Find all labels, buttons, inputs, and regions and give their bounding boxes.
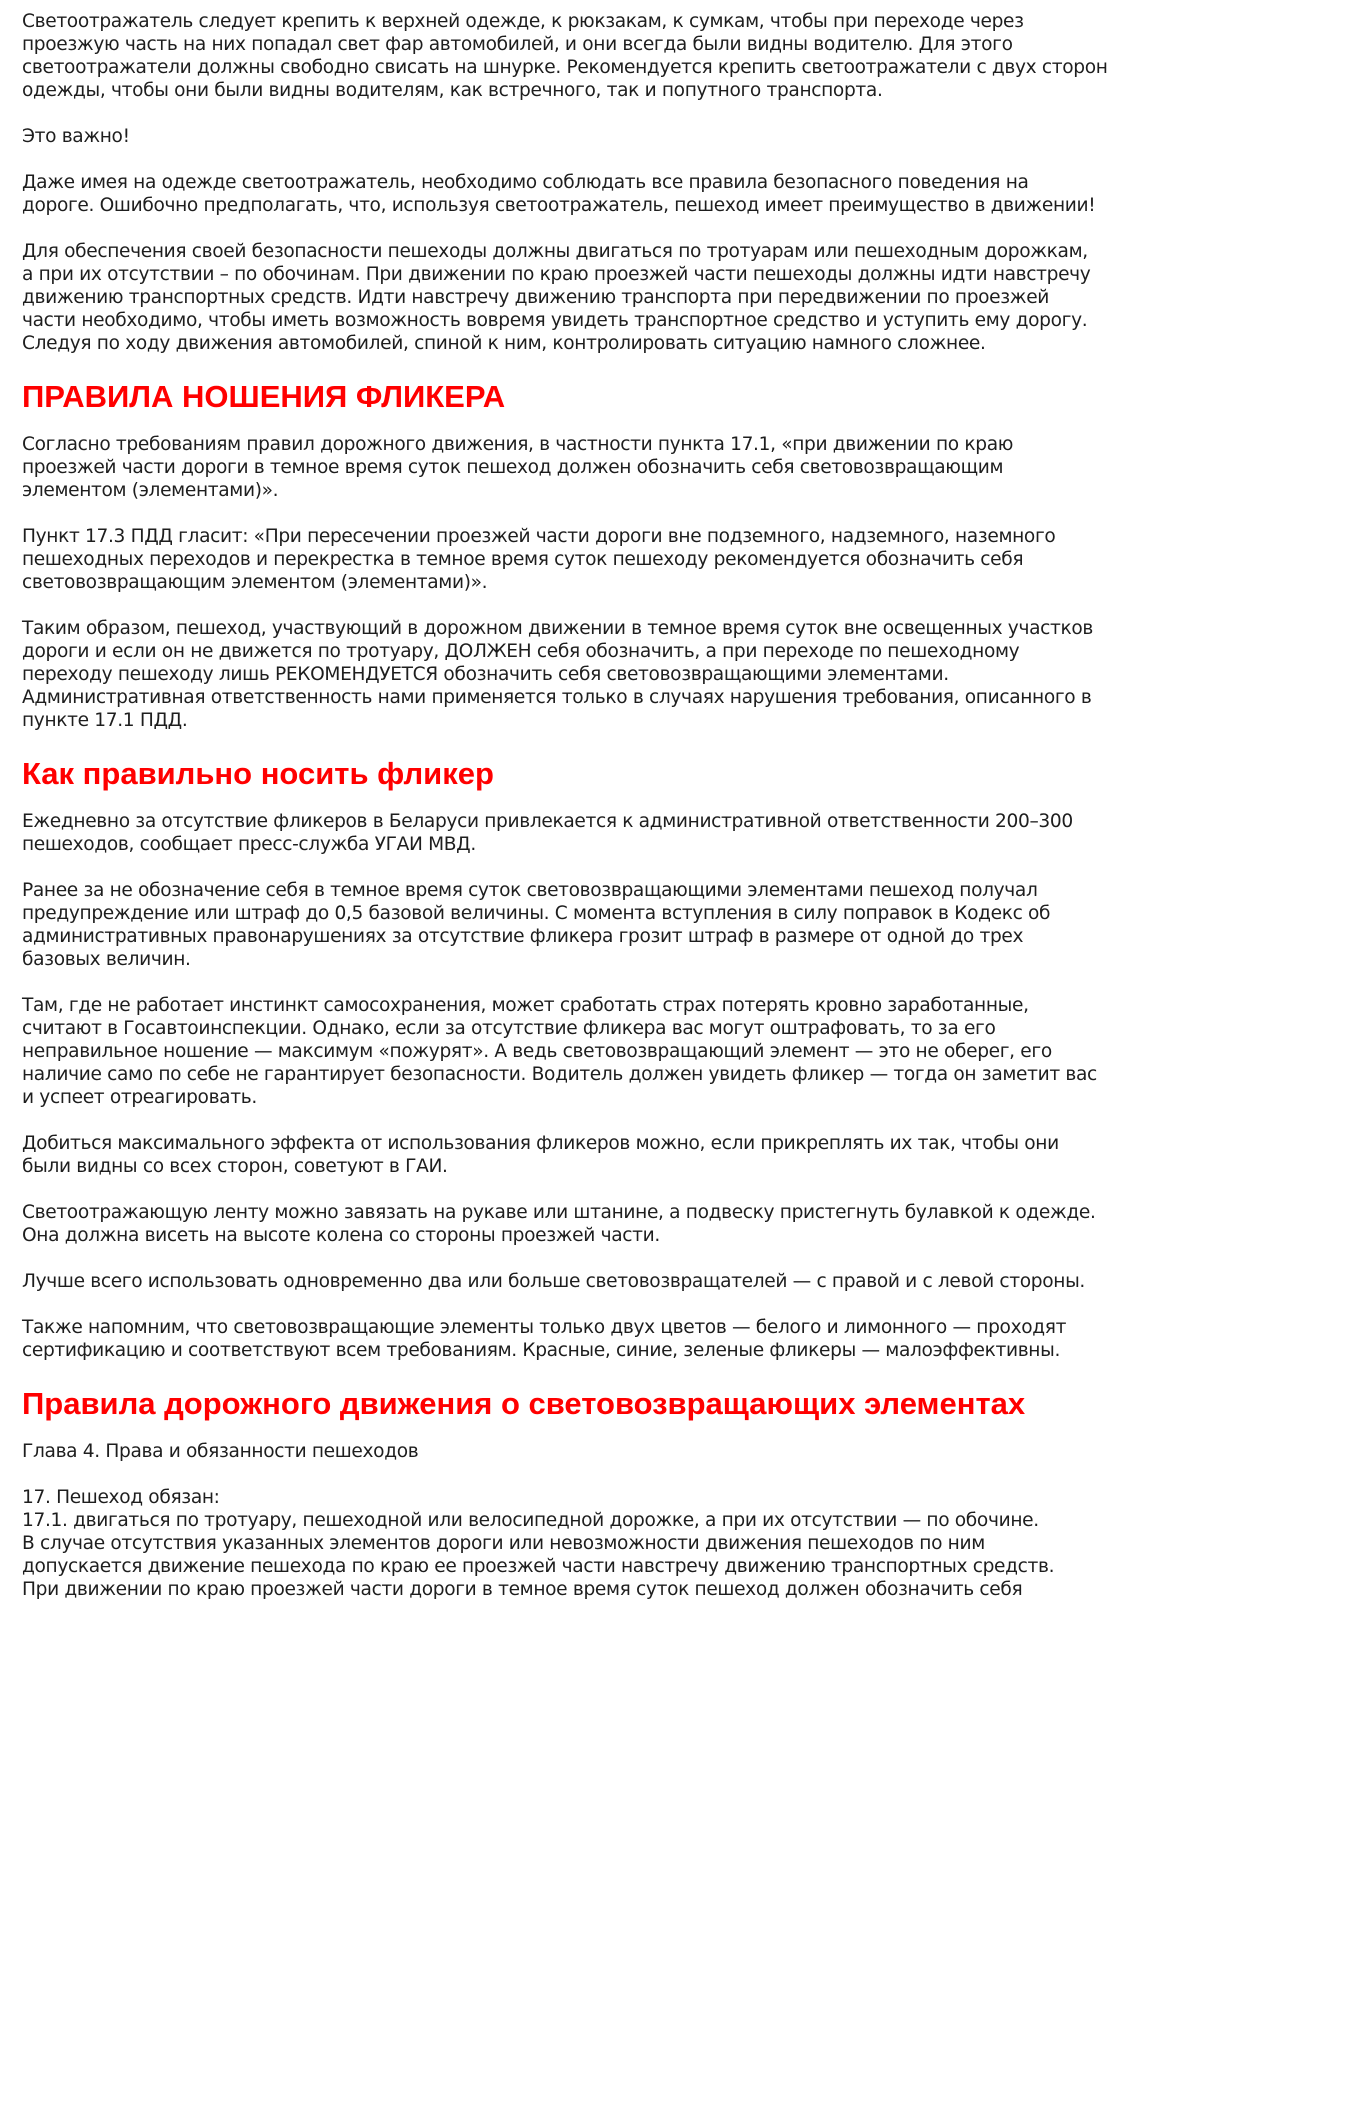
text-line: 17. Пешеход обязан: [22,1487,220,1508]
text-line: Таким образом, пешеход, участвующий в дорожном движении в темное время суток вне освещенных участков [22,618,1094,639]
text-line: пункте 17.1 ПДД. [22,710,188,731]
text-line: предупреждение или штраф до 0,5 базовой величины. С момента вступления в силу поправок в Кодекс об [22,903,1051,924]
text-line: Согласно требованиям правил дорожного движения, в частности пункта 17.1, «при движении по краю [22,434,1014,455]
section-flicker-rules [22,379,1342,732]
text-line: В случае отсутствия указанных элементов дороги или невозможности движения пешеходов по ним [22,1533,985,1554]
section-heading: Правила дорожного движения о световозвращающих элементах [22,1386,1026,1421]
paragraph [22,1486,1342,1601]
text-line: Ежедневно за отсутствие фликеров в Беларуси привлекается к административной ответственности 200–300 [22,811,1073,832]
section-traffic-rules [22,1386,1342,1601]
paragraph [22,10,1342,102]
paragraph [22,617,1342,732]
text-line: переходу пешеходу лишь РЕКОМЕНДУЕТСЯ обозначить себя световозвращающими элементами. [22,664,949,685]
paragraph [22,810,1342,856]
text-line: Светоотражатель следует крепить к верхней одежде, к рюкзакам, к сумкам, чтобы при переходе через [22,11,1024,32]
section-how-to-wear [22,756,1342,1362]
text-line: допускается движение пешехода по краю ее проезжей части навстречу движению транспортных средств. [22,1556,1055,1577]
text-line: пешеходов, сообщает пресс-служба УГАИ МВД. [22,834,476,855]
text-line: Также напомним, что световозвращающие элементы только двух цветов — белого и лимонного — проходят [22,1317,1067,1338]
text-line: При движении по краю проезжей части дороги в темное время суток пешеход должен обозначить себя [22,1579,1023,1600]
text-line: были видны со всех сторон, советуют в ГАИ. [22,1156,448,1177]
text-line: Административная ответственность нами применяется только в случаях нарушения требования, описанного в [22,687,1092,708]
chapter-title [22,1440,1342,1463]
text-line: Пункт 17.3 ПДД гласит: «При пересечении проезжей части дороги вне подземного, надземного, наземного [22,526,1056,547]
text-line: проезжую часть на них попадал свет фар автомобилей, и они всегда были видны водителю. Для этого [22,34,1013,55]
paragraph [22,1201,1342,1247]
text-line: Следуя по ходу движения автомобилей, спиной к ним, контролировать ситуацию намного сложнее. [22,333,986,354]
text-line: одежды, чтобы они были видны водителям, как встречного, так и попутного транспорта. [22,80,883,101]
paragraph [22,171,1342,217]
section-heading: ПРАВИЛА НОШЕНИЯ ФЛИКЕРА [22,379,506,414]
text-line: Светоотражающую ленту можно завязать на рукаве или штанине, а подвеску пристегнуть булавкой к одежде. [22,1202,1096,1223]
text-line: Добиться максимального эффекта от использования фликеров можно, если прикреплять их так, чтобы они [22,1133,1059,1154]
text-line: неправильное ношение — максимум «пожурят». А ведь световозвращающий элемент — это не оберег, его [22,1041,1052,1062]
paragraph [22,1316,1342,1362]
text-line: пешеходных переходов и перекрестка в темное время суток пешеходу рекомендуется обозначить себя [22,549,1024,570]
paragraph [22,994,1342,1109]
text-line: базовых величин. [22,949,191,970]
paragraph [22,433,1342,502]
text-line: проезжей части дороги в темное время суток пешеход должен обозначить себя световозвращающим [22,457,1004,478]
text-line: Лучше всего использовать одновременно два или больше световозвращателей — с правой и с левой стороны. [22,1271,1085,1292]
text-line: части необходимо, чтобы иметь возможность вовремя увидеть транспортное средство и уступить ему дорогу. [22,310,1088,331]
paragraph [22,240,1342,355]
text-line: Там, где не работает инстинкт самосохранения, может сработать страх потерять кровно заработанные, [22,995,1029,1016]
paragraph [22,1270,1342,1293]
text-line: Ранее за не обозначение себя в темное время суток световозвращающими элементами пешеход получал [22,880,1038,901]
text-line: сертификацию и соответствуют всем требованиям. Красные, синие, зеленые фликеры — малоэффективны. [22,1340,1061,1361]
text-line: Это важно! [22,126,130,147]
text-line: Глава 4. Права и обязанности пешеходов [22,1441,419,1462]
text-line: дороги и если он не движется по тротуару, ДОЛЖЕН себя обозначить, а при переходе по пешеходному [22,641,1020,662]
paragraph [22,525,1342,594]
paragraph [22,879,1342,971]
intro [22,10,1342,355]
text-line: светоотражатели должны свободно свисать на шнурке. Рекомендуется крепить светоотражатели с двух сторон [22,57,1108,78]
important-note [22,125,1342,148]
text-line: 17.1. двигаться по тротуару, пешеходной или велосипедной дорожке, а при их отсутствии — по обочине. [22,1510,1039,1531]
text-line: считают в Госавтоинспекции. Однако, если за отсутствие фликера вас могут оштрафовать, то за его [22,1018,996,1039]
paragraph [22,1132,1342,1178]
text-line: элементом (элементами)». [22,480,279,501]
text-line: Для обеспечения своей безопасности пешеходы должны двигаться по тротуарам или пешеходным дорожкам, [22,241,1088,262]
text-line: и успеет отреагировать. [22,1087,257,1108]
text-line: движению транспортных средств. Идти навстречу движению транспорта при передвижении по проезжей [22,287,1050,308]
text-line: Она должна висеть на высоте колена со стороны проезжей части. [22,1225,660,1246]
section-heading: Как правильно носить фликер [22,756,494,791]
text-line: Даже имея на одежде светоотражатель, необходимо соблюдать все правила безопасного поведения на [22,172,1029,193]
article [22,10,1342,1624]
text-line: наличие само по себе не гарантирует безопасности. Водитель должен увидеть фликер — тогда он заметит вас [22,1064,1097,1085]
text-line: административных правонарушениях за отсутствие фликера грозит штраф в размере от одной до трех [22,926,1024,947]
text-line: дороге. Ошибочно предполагать, что, используя светоотражатель, пешеход имеет преимущество в движении! [22,195,1096,216]
text-line: а при их отсутствии – по обочинам. При движении по краю проезжей части пешеходы должны идти навстречу [22,264,1091,285]
text-line: световозвращающим элементом (элементами)». [22,572,488,593]
